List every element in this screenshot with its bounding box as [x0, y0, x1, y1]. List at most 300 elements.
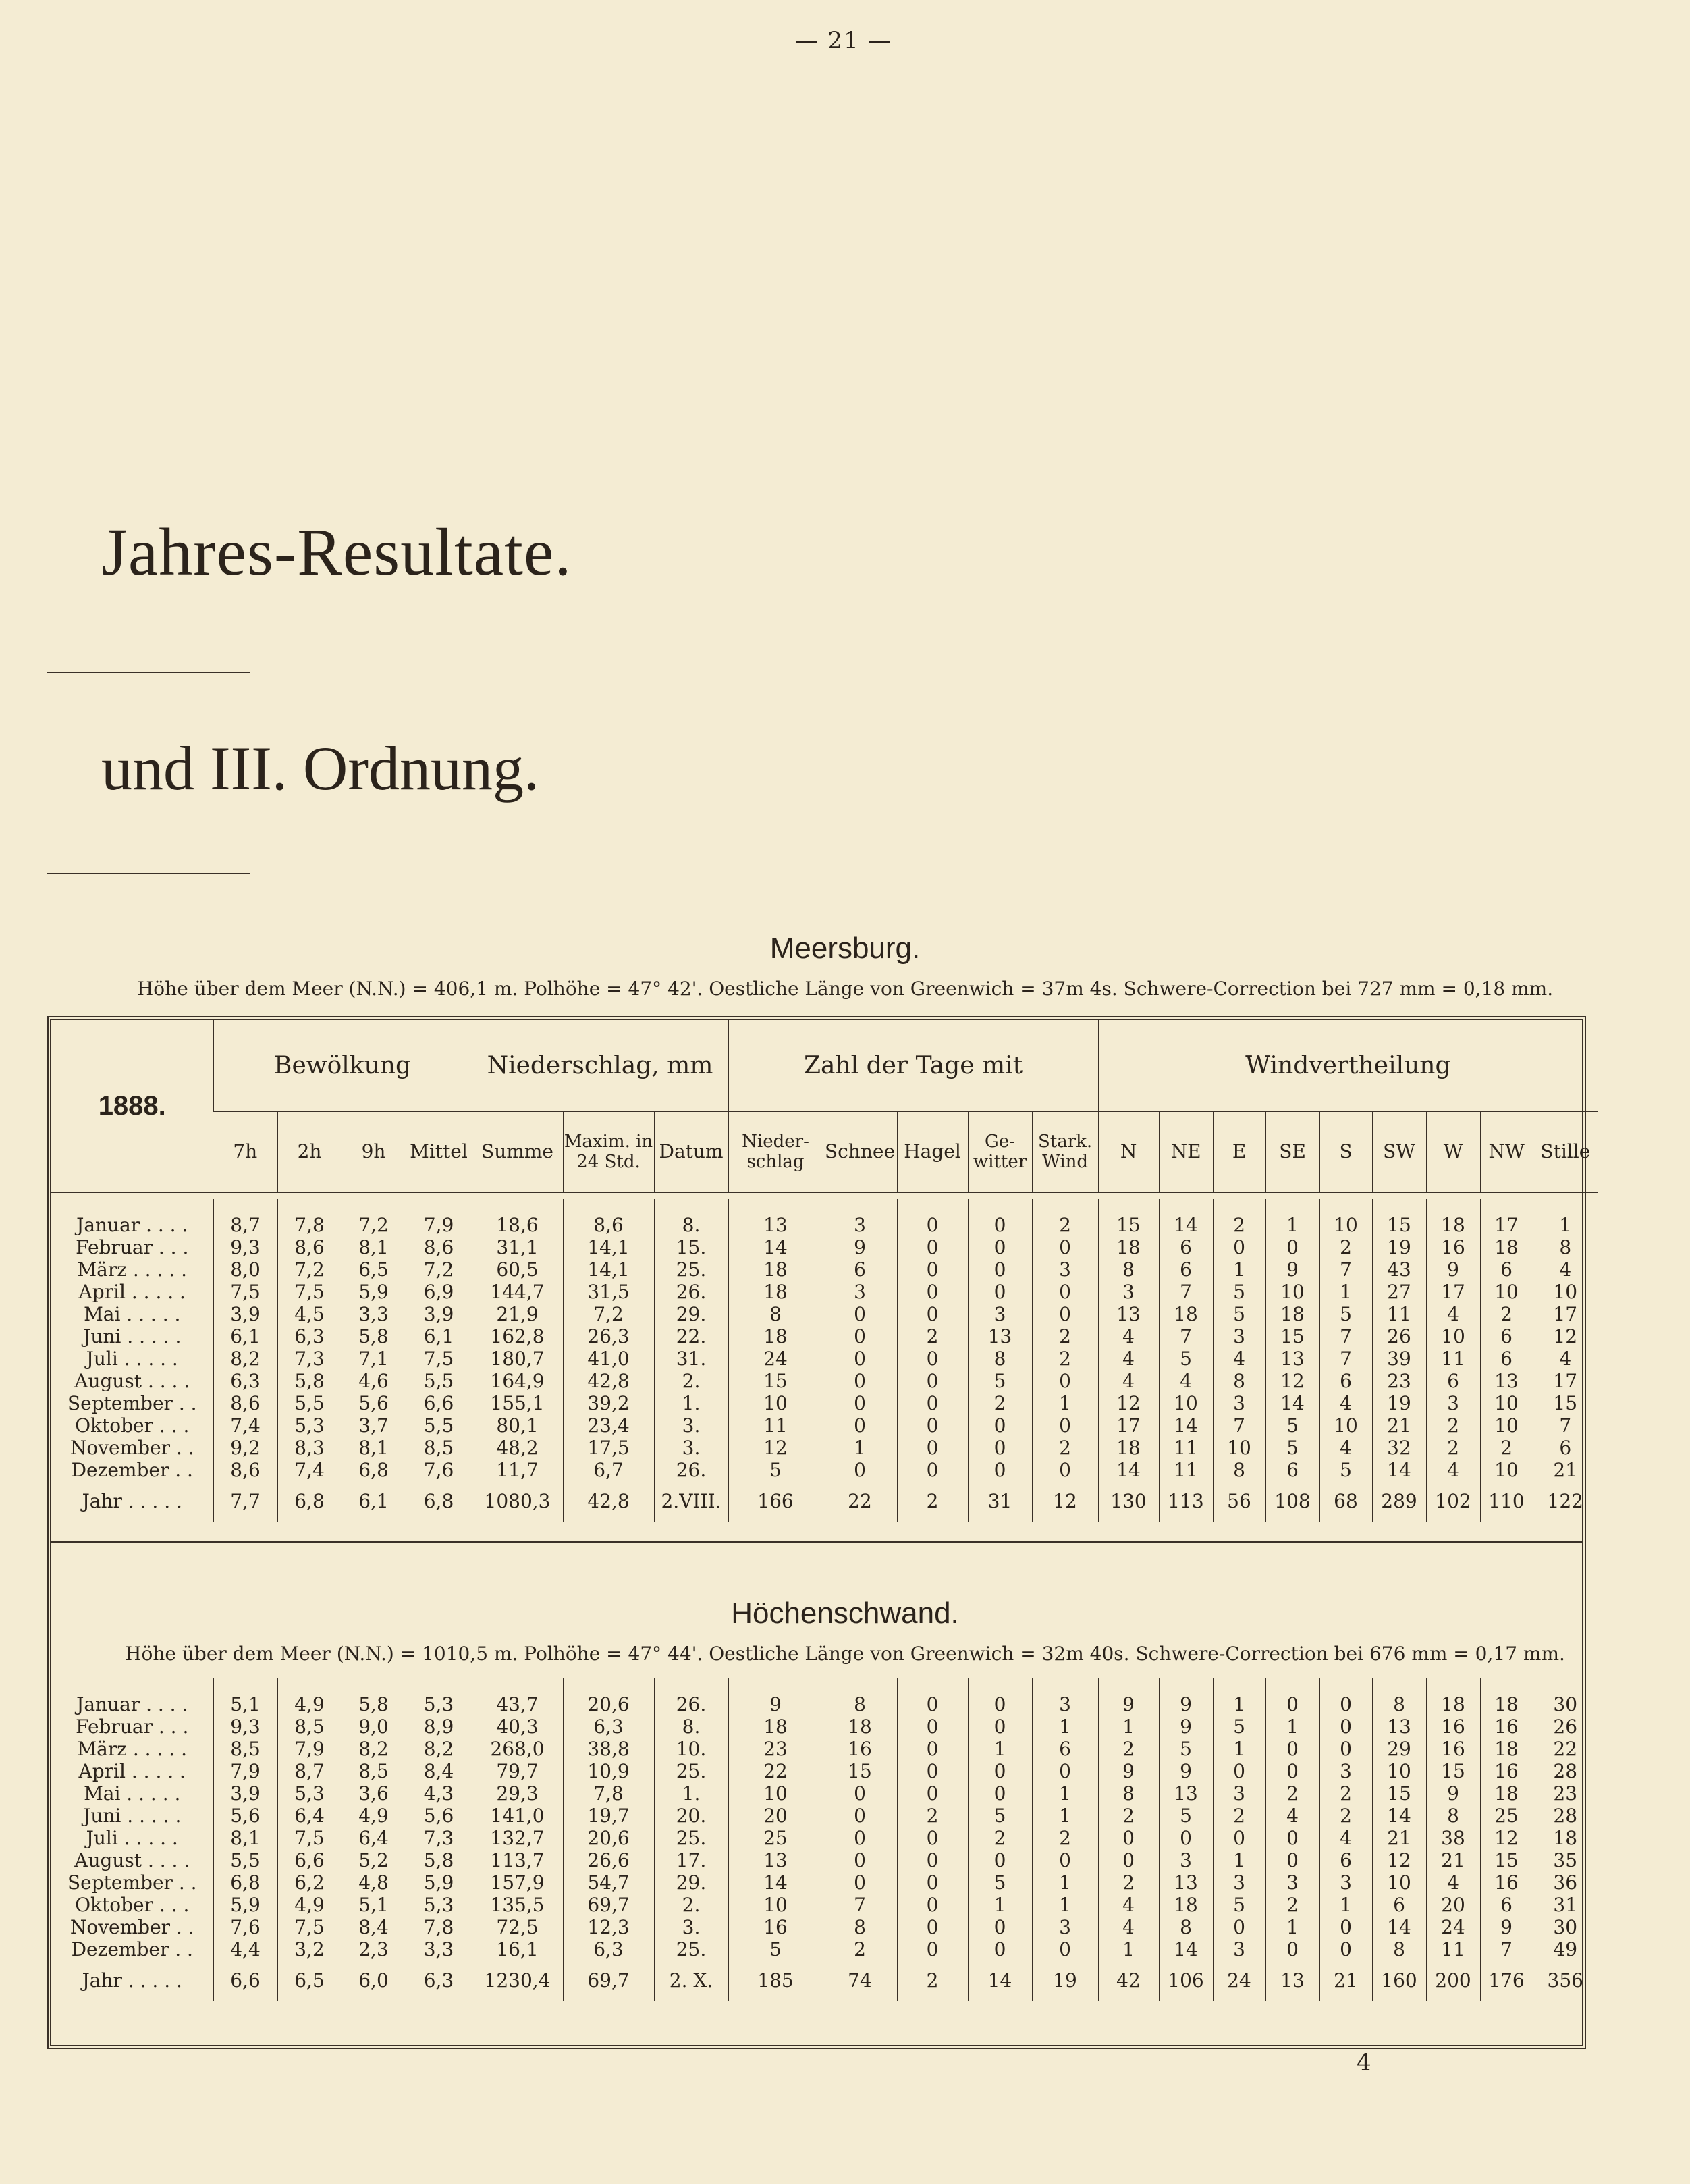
table-header [51, 1020, 1598, 1193]
table-cell: 14 [1159, 1214, 1213, 1236]
table-cell: 4,3 [406, 1782, 472, 1805]
table-cell: 18 [1480, 1782, 1533, 1805]
total-cell: 176 [1480, 1961, 1533, 2001]
col-schnee: Schnee [823, 1111, 897, 1192]
table-cell: 0 [1265, 1738, 1319, 1760]
table-cell: 1 [1032, 1715, 1098, 1738]
table-cell: 0 [1032, 1414, 1098, 1437]
table-cell: 15 [1426, 1760, 1480, 1782]
table-cell: 26. [654, 1459, 728, 1481]
table-cell: 5 [1265, 1414, 1319, 1437]
table-cell: 3. [654, 1414, 728, 1437]
table-cell: 5 [968, 1871, 1032, 1894]
month-label: Juni . . . . . [83, 1805, 182, 1827]
table-cell: 11 [1159, 1437, 1213, 1459]
table-cell: 5,5 [213, 1849, 277, 1871]
table-cell: 11 [1426, 1348, 1480, 1370]
table-cell: 12 [1265, 1370, 1319, 1392]
table-row [51, 1805, 1598, 1827]
month-label: August . . . . [74, 1370, 190, 1392]
total-cell: 166 [728, 1481, 823, 1522]
table-cell: 16 [1426, 1715, 1480, 1738]
table-cell: 14 [1265, 1392, 1319, 1414]
table-cell: 9 [1480, 1916, 1533, 1938]
table-cell: 13 [728, 1849, 823, 1871]
table-cell: 6,8 [213, 1871, 277, 1894]
table-cell: 15 [1098, 1214, 1159, 1236]
table-cell: 8 [1426, 1805, 1480, 1827]
table-cell: 1 [1098, 1715, 1159, 1738]
table-cell: 3 [1032, 1693, 1098, 1715]
table-cell: 1 [1213, 1738, 1265, 1760]
total-cell: 6,1 [342, 1481, 406, 1522]
table-cell: 13 [1480, 1370, 1533, 1392]
table-cell: 10 [1533, 1281, 1598, 1303]
table-cell: 69,7 [563, 1894, 654, 1916]
table-cell: 1 [1032, 1871, 1098, 1894]
table-cell: 54,7 [563, 1871, 654, 1894]
total-cell: 6,6 [213, 1961, 277, 2001]
table-cell: 3 [1032, 1916, 1098, 1938]
table-cell: 2 [823, 1938, 897, 1961]
table-cell: 10 [1372, 1871, 1426, 1894]
table-cell: 9 [1426, 1258, 1480, 1281]
table-cell: 7 [1159, 1281, 1213, 1303]
table-cell: 22. [654, 1325, 728, 1348]
table-cell: 38,8 [563, 1738, 654, 1760]
table-cell: 8 [823, 1693, 897, 1715]
table-cell: 5 [1213, 1303, 1265, 1325]
table-cell: 23 [1533, 1782, 1598, 1805]
divider [47, 672, 250, 673]
table-cell: 3,2 [277, 1938, 342, 1961]
table-cell: 21,9 [472, 1303, 563, 1325]
table-cell: 0 [823, 1303, 897, 1325]
table-cell: 40,3 [472, 1715, 563, 1738]
table-cell: 5 [728, 1459, 823, 1481]
table-cell: 10 [1319, 1414, 1372, 1437]
table-cell: 0 [968, 1849, 1032, 1871]
table-cell: 1 [1319, 1894, 1372, 1916]
table-cell: 18 [728, 1281, 823, 1303]
table-cell: 12 [1533, 1325, 1598, 1348]
table-cell: 2,3 [342, 1938, 406, 1961]
table-cell: 11 [1372, 1303, 1426, 1325]
table-cell: 4,5 [277, 1303, 342, 1325]
table-cell: 0 [897, 1414, 968, 1437]
table-cell: 4 [1159, 1370, 1213, 1392]
table-cell: 49 [1533, 1938, 1598, 1961]
table-cell: 32 [1372, 1437, 1426, 1459]
table-cell: 10 [728, 1782, 823, 1805]
table-cell: 8 [1159, 1916, 1213, 1938]
table-cell: 72,5 [472, 1916, 563, 1938]
table-cell: 3 [968, 1303, 1032, 1325]
total-cell: 6,8 [277, 1481, 342, 1522]
table-cell: 22 [1533, 1738, 1598, 1760]
table-cell: 8,2 [406, 1738, 472, 1760]
station-title-meersburg: Meersburg. [769, 932, 921, 965]
month-label: Juli . . . . . [86, 1827, 178, 1849]
table-cell: 4 [1098, 1370, 1159, 1392]
table-cell: 0 [1098, 1849, 1159, 1871]
table-row [51, 1693, 1598, 1715]
table-section-meersburg [51, 1199, 1598, 1522]
table-row-total [51, 1481, 1598, 1522]
table-cell: 3,7 [342, 1414, 406, 1437]
table-cell: 5 [1213, 1281, 1265, 1303]
total-cell: 7,7 [213, 1481, 277, 1522]
table-row [51, 1849, 1598, 1871]
table-cell: 0 [897, 1370, 968, 1392]
table-cell: 8,6 [213, 1459, 277, 1481]
total-cell: 21 [1319, 1961, 1372, 2001]
table-cell: 2 [1213, 1805, 1265, 1827]
table-cell: 3,3 [406, 1938, 472, 1961]
table-cell: 6,3 [563, 1715, 654, 1738]
table-cell: 8. [654, 1715, 728, 1738]
table-cell: 26 [1372, 1325, 1426, 1348]
table-cell: 162,8 [472, 1325, 563, 1348]
total-cell: 19 [1032, 1961, 1098, 2001]
table-cell: 7 [1319, 1325, 1372, 1348]
table-cell: 135,5 [472, 1894, 563, 1916]
table-cell: 15 [728, 1370, 823, 1392]
station-meta-hoechenschwand: Höhe über dem Meer (N.N.) = 1010,5 m. Polhöhe = 47° 44'. Oestliche Länge von Greenwich = 32m 40s. Schwere-Correction bei 676 mm = 0,17 mm. [125, 1643, 1565, 1665]
table-row [51, 1459, 1598, 1481]
table-cell: 14 [1098, 1459, 1159, 1481]
table-cell: 4,9 [277, 1894, 342, 1916]
table-cell: 48,2 [472, 1437, 563, 1459]
table-cell: 2 [1032, 1348, 1098, 1370]
table-cell: 20,6 [563, 1693, 654, 1715]
table-cell: 38 [1426, 1827, 1480, 1849]
table-cell: 5,3 [406, 1894, 472, 1916]
table-cell: 2. [654, 1370, 728, 1392]
table-cell: 0 [1319, 1916, 1372, 1938]
total-cell: 68 [1319, 1481, 1372, 1522]
table-cell: 3 [1213, 1871, 1265, 1894]
col-mittel: Mittel [406, 1111, 472, 1192]
table-cell: 4 [1319, 1392, 1372, 1414]
table-cell: 14 [728, 1871, 823, 1894]
table-cell: 6,1 [406, 1325, 472, 1348]
table-cell: 25 [728, 1827, 823, 1849]
table-cell: 3 [1426, 1392, 1480, 1414]
table-cell: 3,9 [213, 1303, 277, 1325]
table-cell: 18 [728, 1325, 823, 1348]
total-cell: 6,3 [406, 1961, 472, 2001]
table-cell: 7,5 [213, 1281, 277, 1303]
table-cell: 11 [728, 1414, 823, 1437]
table-cell: 17 [1426, 1281, 1480, 1303]
table-cell: 0 [1213, 1760, 1265, 1782]
table-cell: 41,0 [563, 1348, 654, 1370]
table-cell: 2 [1098, 1871, 1159, 1894]
table-cell: 3,9 [406, 1303, 472, 1325]
table-cell: 0 [1265, 1827, 1319, 1849]
table-cell: 80,1 [472, 1414, 563, 1437]
total-cell: 356 [1533, 1961, 1598, 2001]
table-cell: 16 [823, 1738, 897, 1760]
table-cell: 4 [1426, 1303, 1480, 1325]
table-cell: 18 [1480, 1693, 1533, 1715]
table-cell: 8,2 [342, 1738, 406, 1760]
table-cell: 26. [654, 1693, 728, 1715]
table-cell: 3 [823, 1214, 897, 1236]
table-cell: 5 [1213, 1894, 1265, 1916]
table-cell: 6 [1265, 1459, 1319, 1481]
table-cell: 13 [1265, 1348, 1319, 1370]
table-cell: 0 [897, 1693, 968, 1715]
table-cell: 2 [1319, 1805, 1372, 1827]
total-cell: 110 [1480, 1481, 1533, 1522]
table-cell: 19 [1372, 1236, 1426, 1258]
group-bewoelkung: Bewölkung [213, 1020, 472, 1111]
table-cell: 7,9 [213, 1760, 277, 1782]
table-cell: 16,1 [472, 1938, 563, 1961]
table-cell: 9 [1098, 1693, 1159, 1715]
table-cell: 2 [1213, 1214, 1265, 1236]
table-row [51, 1392, 1598, 1414]
table-cell: 268,0 [472, 1738, 563, 1760]
col-wind-n: N [1098, 1111, 1159, 1192]
table-cell: 7 [1159, 1325, 1213, 1348]
table-row [51, 1214, 1598, 1236]
table-cell: 5,5 [406, 1414, 472, 1437]
month-label: April . . . . . [78, 1760, 186, 1782]
table-cell: 4,6 [342, 1370, 406, 1392]
total-cell: 200 [1426, 1961, 1480, 2001]
station-meta-meersburg: Höhe über dem Meer (N.N.) = 406,1 m. Polhöhe = 47° 42'. Oestliche Länge von Greenwich = 37m 4s. Schwere-Correction bei 727 mm = 0,18 mm. [136, 978, 1554, 1000]
col-niederschlag-tage: Nieder-schlag [728, 1111, 823, 1192]
table-cell: 6 [823, 1258, 897, 1281]
results-table [47, 1016, 1591, 2049]
table-row [51, 1738, 1598, 1760]
table-cell: 4,9 [342, 1805, 406, 1827]
table-cell: 1 [1032, 1782, 1098, 1805]
table-cell: 7,3 [406, 1827, 472, 1849]
col-wind-w: W [1426, 1111, 1480, 1192]
table-cell: 1 [1213, 1693, 1265, 1715]
total-cell: 2.VIII. [654, 1481, 728, 1522]
table-cell: 164,9 [472, 1370, 563, 1392]
table-cell: 35 [1533, 1849, 1598, 1871]
table-cell: 23 [1372, 1370, 1426, 1392]
table-cell: 1 [1265, 1916, 1319, 1938]
table-cell: 15 [1480, 1849, 1533, 1871]
table-cell: 8,1 [342, 1236, 406, 1258]
table-cell: 0 [823, 1348, 897, 1370]
table-cell: 0 [968, 1281, 1032, 1303]
table-cell: 0 [823, 1392, 897, 1414]
table-cell: 0 [1032, 1303, 1098, 1325]
table-cell: 13 [968, 1325, 1032, 1348]
table-cell: 5,5 [277, 1392, 342, 1414]
table-row [51, 1236, 1598, 1258]
table-cell: 8 [1098, 1782, 1159, 1805]
table-cell: 30 [1533, 1916, 1598, 1938]
table-cell: 0 [897, 1348, 968, 1370]
group-zahl-tage: Zahl der Tage mit [728, 1020, 1098, 1111]
table-row [51, 1782, 1598, 1805]
table-cell: 14 [1159, 1414, 1213, 1437]
table-cell: 4 [1098, 1916, 1159, 1938]
table-cell: 5,9 [342, 1281, 406, 1303]
table-cell: 8,0 [213, 1258, 277, 1281]
table-cell: 2 [1319, 1782, 1372, 1805]
table-cell: 7,3 [277, 1348, 342, 1370]
table-row [51, 1715, 1598, 1738]
table-cell: 4 [1213, 1348, 1265, 1370]
table-cell: 6 [1480, 1348, 1533, 1370]
table-cell: 155,1 [472, 1392, 563, 1414]
table-cell: 0 [897, 1392, 968, 1414]
table-cell: 6,6 [277, 1849, 342, 1871]
total-cell: 12 [1032, 1481, 1098, 1522]
table-cell: 8,5 [213, 1738, 277, 1760]
table-cell: 5 [968, 1370, 1032, 1392]
table-cell: 8,1 [213, 1827, 277, 1849]
table-cell: 0 [1032, 1760, 1098, 1782]
total-cell: 106 [1159, 1961, 1213, 2001]
table-cell: 7 [1213, 1414, 1265, 1437]
month-label: März . . . . . [77, 1738, 187, 1760]
table-cell: 8 [823, 1916, 897, 1938]
table-row-total [51, 1961, 1598, 2001]
group-windvertheilung: Windvertheilung [1098, 1020, 1598, 1111]
total-cell: 122 [1533, 1481, 1598, 1522]
table-cell: 16 [1480, 1760, 1533, 1782]
table-cell: 29. [654, 1871, 728, 1894]
table-cell: 16 [1426, 1236, 1480, 1258]
table-cell: 6,3 [563, 1938, 654, 1961]
table-cell: 18 [1426, 1214, 1480, 1236]
month-label: März . . . . . [77, 1258, 187, 1281]
table-cell: 15 [1533, 1392, 1598, 1414]
table-cell: 0 [897, 1871, 968, 1894]
group-niederschlag: Niederschlag, mm [472, 1020, 728, 1111]
table-cell: 17,5 [563, 1437, 654, 1459]
table-cell: 4 [1426, 1459, 1480, 1481]
table-cell: 0 [823, 1459, 897, 1481]
table-cell: 8 [968, 1348, 1032, 1370]
table-cell: 0 [897, 1760, 968, 1782]
table-cell: 20,6 [563, 1827, 654, 1849]
divider [47, 873, 250, 874]
table-cell: 16 [1480, 1715, 1533, 1738]
table-cell: 0 [897, 1894, 968, 1916]
table-cell: 18 [1480, 1236, 1533, 1258]
table-cell: 2 [1319, 1236, 1372, 1258]
table-cell: 7,8 [277, 1214, 342, 1236]
table-cell: 10 [1480, 1281, 1533, 1303]
table-cell: 3 [1265, 1871, 1319, 1894]
table-cell: 18 [1426, 1693, 1480, 1715]
table-cell: 13 [1372, 1715, 1426, 1738]
table-cell: 6,9 [406, 1281, 472, 1303]
table-cell: 3 [1213, 1782, 1265, 1805]
month-label: August . . . . [74, 1849, 190, 1871]
table-cell: 6,4 [277, 1805, 342, 1827]
col-7h: 7h [213, 1111, 277, 1192]
table-cell: 0 [823, 1414, 897, 1437]
table-cell: 10 [1480, 1459, 1533, 1481]
table-cell: 3 [1032, 1258, 1098, 1281]
table-cell: 6,2 [277, 1871, 342, 1894]
table-cell: 2. [654, 1894, 728, 1916]
table-cell: 15. [654, 1236, 728, 1258]
total-cell: 31 [968, 1481, 1032, 1522]
table-cell: 12 [1480, 1827, 1533, 1849]
table-cell: 0 [1319, 1693, 1372, 1715]
table-cell: 43,7 [472, 1693, 563, 1715]
table-cell: 10 [1265, 1281, 1319, 1303]
table-cell: 20 [728, 1805, 823, 1827]
table-cell: 13 [1098, 1303, 1159, 1325]
table-cell: 8 [728, 1303, 823, 1325]
col-summe: Summe [472, 1111, 563, 1192]
table-cell: 6 [1159, 1236, 1213, 1258]
total-cell: 113 [1159, 1481, 1213, 1522]
table-cell: 8,5 [342, 1760, 406, 1782]
table-section-hoechenschwand [51, 1678, 1598, 2001]
table-cell: 7,1 [342, 1348, 406, 1370]
table-cell: 1 [1032, 1894, 1098, 1916]
table-cell: 29,3 [472, 1782, 563, 1805]
table-cell: 18 [1159, 1303, 1213, 1325]
month-label: Mai . . . . . [84, 1782, 181, 1805]
total-cell: 6,5 [277, 1961, 342, 2001]
table-cell: 8,4 [342, 1916, 406, 1938]
table-cell: 11 [1159, 1459, 1213, 1481]
table-cell: 31 [1533, 1894, 1598, 1916]
col-maxim: Maxim. in 24 Std. [563, 1111, 654, 1192]
table-cell: 13 [1159, 1871, 1213, 1894]
col-wind-s: S [1319, 1111, 1372, 1192]
table-cell: 10 [1372, 1760, 1426, 1782]
table-cell: 0 [1265, 1938, 1319, 1961]
table-cell: 8,6 [213, 1392, 277, 1414]
table-cell: 5,9 [213, 1894, 277, 1916]
col-wind-se: SE [1265, 1111, 1319, 1192]
table-cell: 1 [823, 1437, 897, 1459]
table-cell: 0 [897, 1827, 968, 1849]
total-cell: 6,8 [406, 1481, 472, 1522]
sheet-number: 4 [1357, 2049, 1371, 2076]
table-cell: 8,5 [277, 1715, 342, 1738]
table-cell: 15 [823, 1760, 897, 1782]
table-cell: 6,7 [563, 1459, 654, 1481]
table-cell: 5 [1265, 1437, 1319, 1459]
table-cell: 30 [1533, 1693, 1598, 1715]
table-cell: 2 [1032, 1437, 1098, 1459]
total-cell: 42 [1098, 1961, 1159, 2001]
total-cell: 130 [1098, 1481, 1159, 1522]
table-cell: 0 [1159, 1827, 1213, 1849]
table-row [51, 1938, 1598, 1961]
table-cell: 25. [654, 1258, 728, 1281]
month-label: Mai . . . . . [84, 1303, 181, 1325]
table-cell: 5,6 [213, 1805, 277, 1827]
table-cell: 7,2 [406, 1258, 472, 1281]
month-label: Oktober . . . [75, 1894, 190, 1916]
table-cell: 0 [968, 1715, 1032, 1738]
table-cell: 5,1 [213, 1693, 277, 1715]
month-label: November . . [70, 1437, 194, 1459]
section-divider [51, 1541, 1582, 1543]
table-cell: 3 [1319, 1871, 1372, 1894]
